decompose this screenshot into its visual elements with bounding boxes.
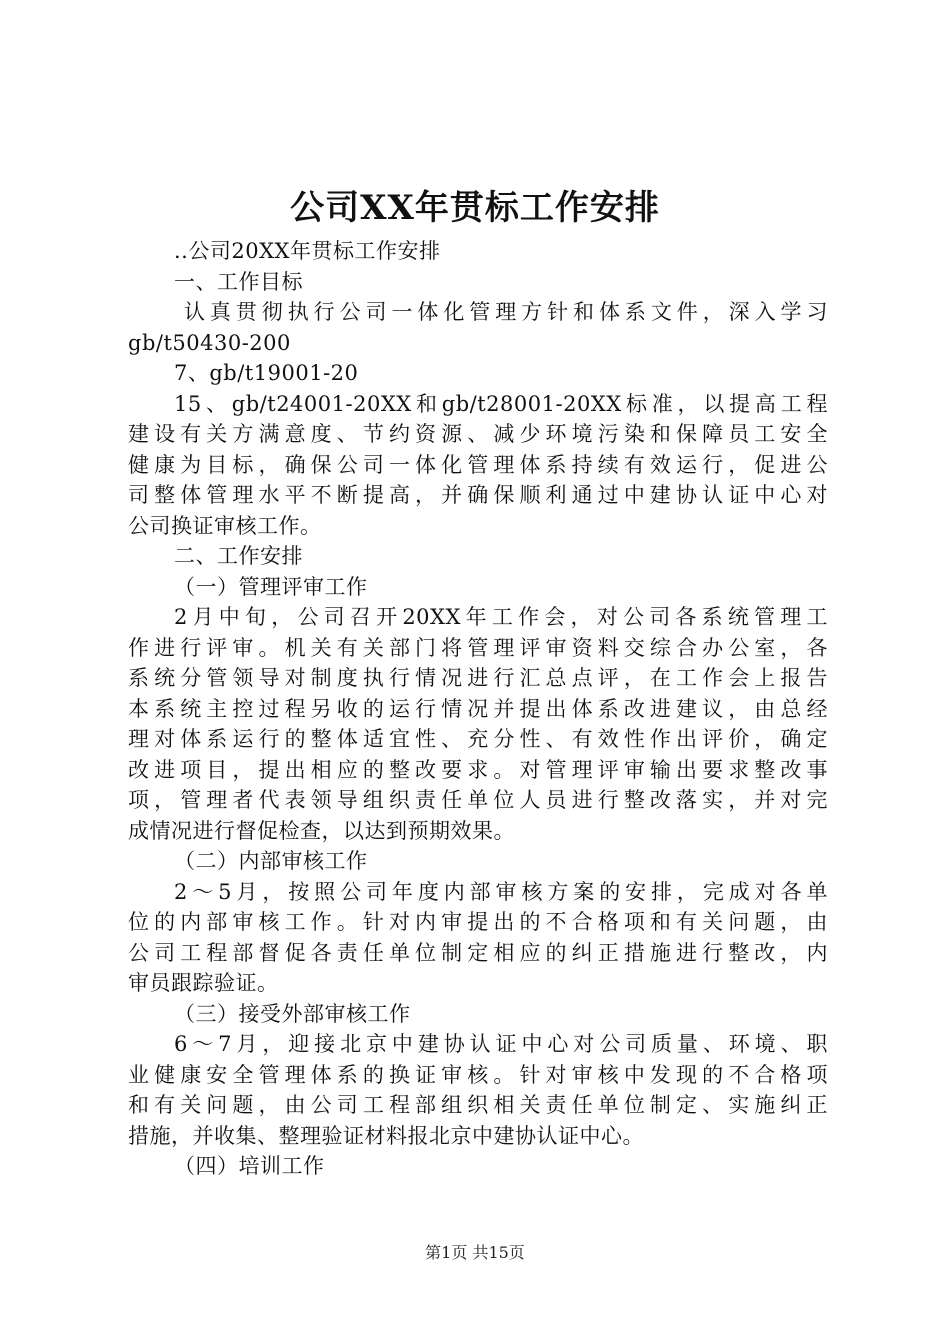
- body-line: 公司换证审核工作。: [128, 513, 322, 538]
- body-line: （一）管理评审工作: [174, 574, 368, 599]
- body-line: 位的内部审核工作。针对内审提出的不合格项和有关问题，由: [128, 910, 828, 934]
- body-line: 健康为目标，确保公司一体化管理体系持续有效运行，促进公: [128, 452, 828, 477]
- body-line: 成情况进行督促检查，以达到预期效果。: [128, 818, 515, 843]
- body-line: 本系统主控过程另收的运行情况并提出体系改进建议，由总经: [128, 696, 828, 721]
- page-title: 公司XX年贯标工作安排: [290, 188, 660, 228]
- body-line: （三）接受外部审核工作: [174, 1001, 411, 1026]
- body-line: 审员跟踪验证。: [128, 971, 279, 995]
- body-line: 业健康安全管理体系的换证审核。针对审核中发现的不合格项: [128, 1062, 828, 1087]
- body-line: 2月中旬，公司召开20XX年工作会，对公司各系统管理工: [174, 605, 828, 629]
- body-line: gb/t50430-200: [128, 330, 291, 355]
- body-line: 认真贯彻执行公司一体化管理方针和体系文件，深入学习: [184, 300, 828, 324]
- body-line: 系统分管领导对制度执行情况进行汇总点评，在工作会上报告: [128, 666, 828, 690]
- body-line: （二）内部审核工作: [174, 849, 368, 873]
- body-line: 司整体管理水平不断提高，并确保顺利通过中建协认证中心对: [128, 483, 828, 507]
- body-line: ..公司20XX年贯标工作安排: [174, 239, 441, 263]
- body-line: 建设有关方满意度、节约资源、减少环境污染和保障员工安全: [128, 422, 828, 446]
- body-line: 2～5月，按照公司年度内部审核方案的安排，完成对各单: [174, 879, 828, 904]
- body-line: 项，管理者代表领导组织责任单位人员进行整改落实，并对完: [128, 788, 828, 812]
- body-line: 和有关问题，由公司工程部组织相关责任单位制定、实施纠正: [128, 1093, 828, 1117]
- body-line: 15、gb/t24001-20XX和gb/t28001-20XX标准，以提高工程: [174, 391, 828, 416]
- document-body: [128, 236, 828, 1182]
- body-line: 作进行评审。机关有关部门将管理评审资料交综合办公室，各: [128, 635, 828, 660]
- body-line: 6～7月，迎接北京中建协认证中心对公司质量、环境、职: [174, 1032, 828, 1056]
- page-footer: 第1页 共15页: [425, 1243, 525, 1262]
- body-line: 理对体系运行的整体适宜性、充分性、有效性作出评价，确定: [128, 727, 828, 751]
- body-line: 二、工作安排: [174, 544, 303, 568]
- body-line: 一、工作目标: [174, 269, 303, 294]
- body-line: 公司工程部督促各责任单位制定相应的纠正措施进行整改，内: [128, 940, 828, 965]
- body-line: （四）培训工作: [174, 1154, 325, 1178]
- body-line: 改进项目，提出相应的整改要求。对管理评审输出要求整改事: [128, 757, 828, 782]
- body-line: 7、gb/t19001-20: [174, 361, 359, 385]
- body-line: 措施，并收集、整理验证材料报北京中建协认证中心。: [128, 1123, 644, 1148]
